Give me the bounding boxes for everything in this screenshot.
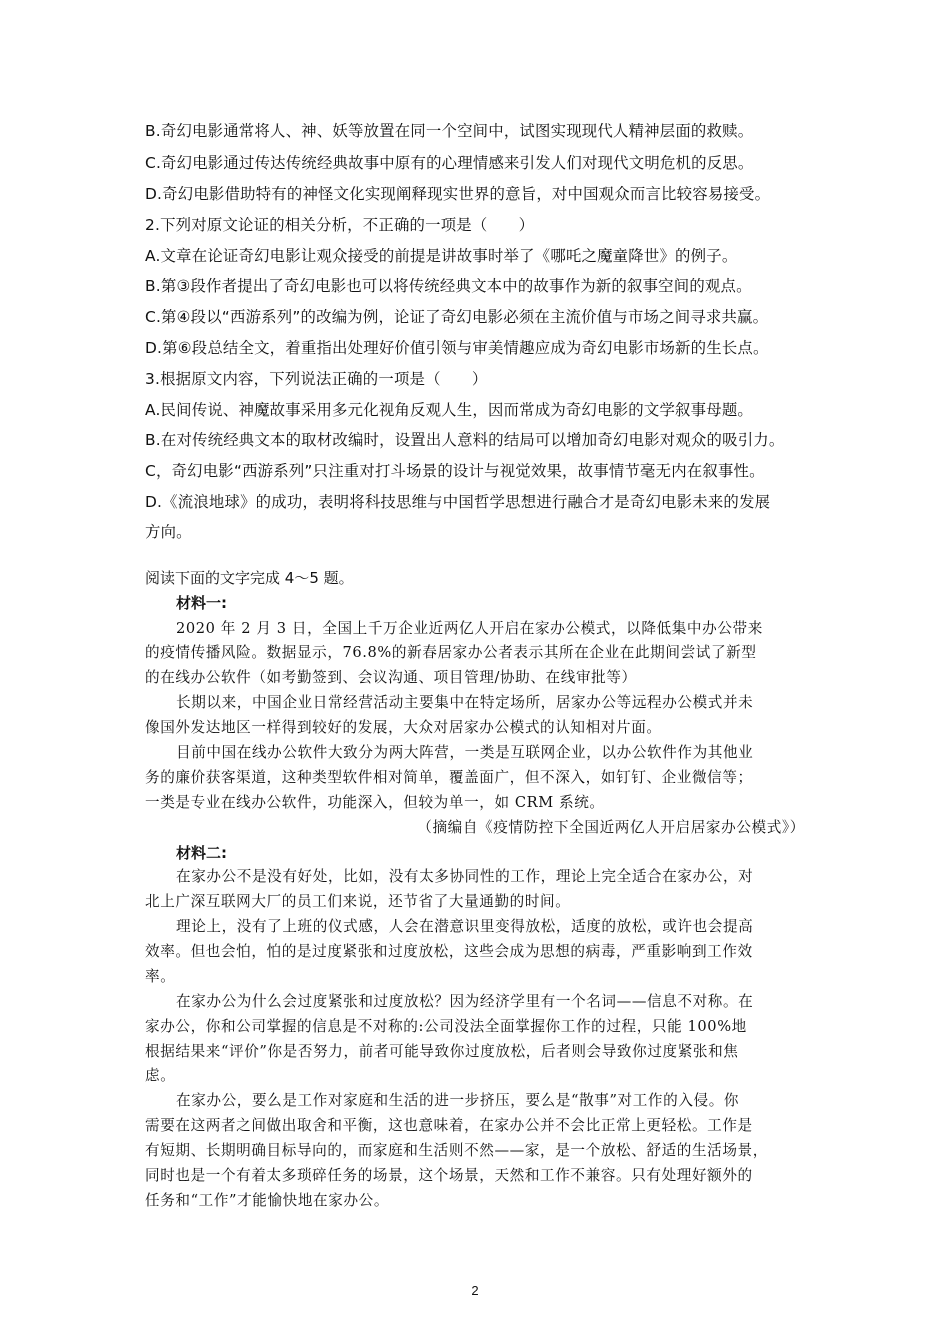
q3-option-d-cont: 方向。 bbox=[145, 523, 192, 541]
m1-paragraph-line: 务的廉价获客渠道，这种类型软件相对简单，覆盖面广，但不深入，如钉钉、企业微信等； bbox=[145, 769, 753, 786]
m2-paragraph-line: 理论上，没有了上班的仪式感，人会在潜意识里变得放松，适度的放松，或许也会提高 bbox=[176, 918, 754, 935]
m2-paragraph-line: 家办公，你和公司掌握的信息是不对称的:公司没法全面掌握你工作的过程，只能 100%地 bbox=[145, 1018, 747, 1035]
m1-paragraph-line: 目前中国在线办公软件大致分为两大阵营，一类是互联网企业，以办公软件作为其他业 bbox=[176, 744, 754, 761]
q2-option-a: A.文章在论证奇幻电影让观众接受的前提是讲故事时举了《哪吒之魔童降世》的例子。 bbox=[145, 247, 738, 265]
q2-option-b: B.第③段作者提出了奇幻电影也可以将传统经典文本中的故事作为新的叙事空间的观点。 bbox=[145, 277, 752, 295]
m2-paragraph-line: 有短期、长期明确目标导向的，而家庭和生活则不然——家，是一个放松、舒适的生活场景， bbox=[145, 1142, 768, 1159]
q3-option-c: C，奇幻电影“西游系列”只注重对打斗场景的设计与视觉效果，故事情节毫无内在叙事性。 bbox=[145, 462, 765, 480]
m2-paragraph-line: 虑。 bbox=[145, 1067, 176, 1084]
q3-option-a: A.民间传说、神魔故事采用多元化视角反观人生，因而常成为奇幻电影的文学叙事母题。 bbox=[145, 401, 753, 419]
q3-option-b: B.在对传统经典文本的取材改编时，设置出人意料的结局可以增加奇幻电影对观众的吸引力。 bbox=[145, 431, 785, 449]
q3-stem: 3.根据原文内容，下列说法正确的一项是（ ） bbox=[145, 370, 488, 388]
m2-paragraph-line: 在家办公，要么是工作对家庭和生活的进一步挤压，要么是“散事”对工作的入侵。你 bbox=[176, 1092, 740, 1109]
m2-paragraph-line: 同时也是一个有着太多琐碎任务的场景，这个场景，天然和工作不兼容。只有处理好额外的 bbox=[145, 1167, 753, 1184]
q2-option-d: D.第⑥段总结全文，着重指出处理好价值引领与审美情趣应成为奇幻电影市场新的生长点。 bbox=[145, 339, 769, 357]
page-number: 2 bbox=[471, 1283, 479, 1298]
m2-paragraph-line: 需要在这两者之间做出取舍和平衡，这也意味着，在家办公并不会比正常上更轻松。工作是 bbox=[145, 1117, 753, 1134]
m2-paragraph-line: 任务和“工作”才能愉快地在家办公。 bbox=[145, 1192, 390, 1209]
q3-option-d: D.《流浪地球》的成功，表明将科技思维与中国哲学思想进行融合才是奇幻电影未来的发展 bbox=[145, 493, 771, 511]
material-one-source: （摘编自《疫情防控下全国近两亿人开启居家办公模式》） bbox=[417, 819, 805, 836]
m2-paragraph-line: 根据结果来“评价”你是否努力，前者可能导致你过度放松，后者则会导致你过度紧张和焦 bbox=[145, 1043, 739, 1060]
m2-paragraph-line: 在家办公不是没有好处，比如，没有太多协同性的工作，理论上完全适合在家办公，对 bbox=[176, 868, 754, 885]
q1-option-d: D.奇幻电影借助特有的神怪文化实现阐释现实世界的意旨，对中国观众而言比较容易接受。 bbox=[145, 185, 771, 203]
m1-paragraph-line: 的疫情传播风险。数据显示，76.8%的新春居家办公者表示其所在企业在此期间尝试了新型 bbox=[145, 644, 757, 661]
reading-intro: 阅读下面的文字完成 4～5 题。 bbox=[145, 569, 354, 587]
m1-paragraph-line: 一类是专业在线办公软件，功能深入，但较为单一，如 CRM 系统。 bbox=[145, 794, 605, 811]
q2-stem: 2.下列对原文论证的相关分析，不正确的一项是（ ） bbox=[145, 216, 535, 234]
m2-paragraph-line: 效率。但也会怕，怕的是过度紧张和过度放松，这些会成为思想的病毒，严重影响到工作效 bbox=[145, 943, 753, 960]
q1-option-c: C.奇幻电影通过传达传统经典故事中原有的心理情感来引发人们对现代文明危机的反思。 bbox=[145, 154, 754, 172]
m2-paragraph-line: 在家办公为什么会过度紧张和过度放松？因为经济学里有一个名词——信息不对称。在 bbox=[176, 993, 754, 1010]
m1-paragraph-line: 长期以来，中国企业日常经营活动主要集中在特定场所，居家办公等远程办公模式并未 bbox=[176, 694, 754, 711]
material-two-label: 材料二: bbox=[176, 844, 227, 862]
m1-paragraph-line: 的在线办公软件（如考勤签到、会议沟通、项目管理/协助、在线审批等） bbox=[145, 669, 637, 686]
m2-paragraph-line: 率。 bbox=[145, 968, 176, 985]
q1-option-b: B.奇幻电影通常将人、神、妖等放置在同一个空间中，试图实现现代人精神层面的救赎。 bbox=[145, 122, 754, 140]
q2-option-c: C.第④段以“西游系列”的改编为例，论证了奇幻电影必须在主流价值与市场之间寻求共赢。 bbox=[145, 308, 769, 326]
m1-paragraph-line: 像国外发达地区一样得到较好的发展，大众对居家办公模式的认知相对片面。 bbox=[145, 719, 662, 736]
m2-paragraph-line: 北上广深互联网大厂的员工们来说，还节省了大量通勤的时间。 bbox=[145, 893, 571, 910]
material-one-label: 材料一: bbox=[176, 594, 227, 612]
m1-paragraph-line: 2020 年 2 月 3 日，全国上千万企业近两亿人开启在家办公模式，以降低集中办公带来 bbox=[176, 620, 763, 637]
